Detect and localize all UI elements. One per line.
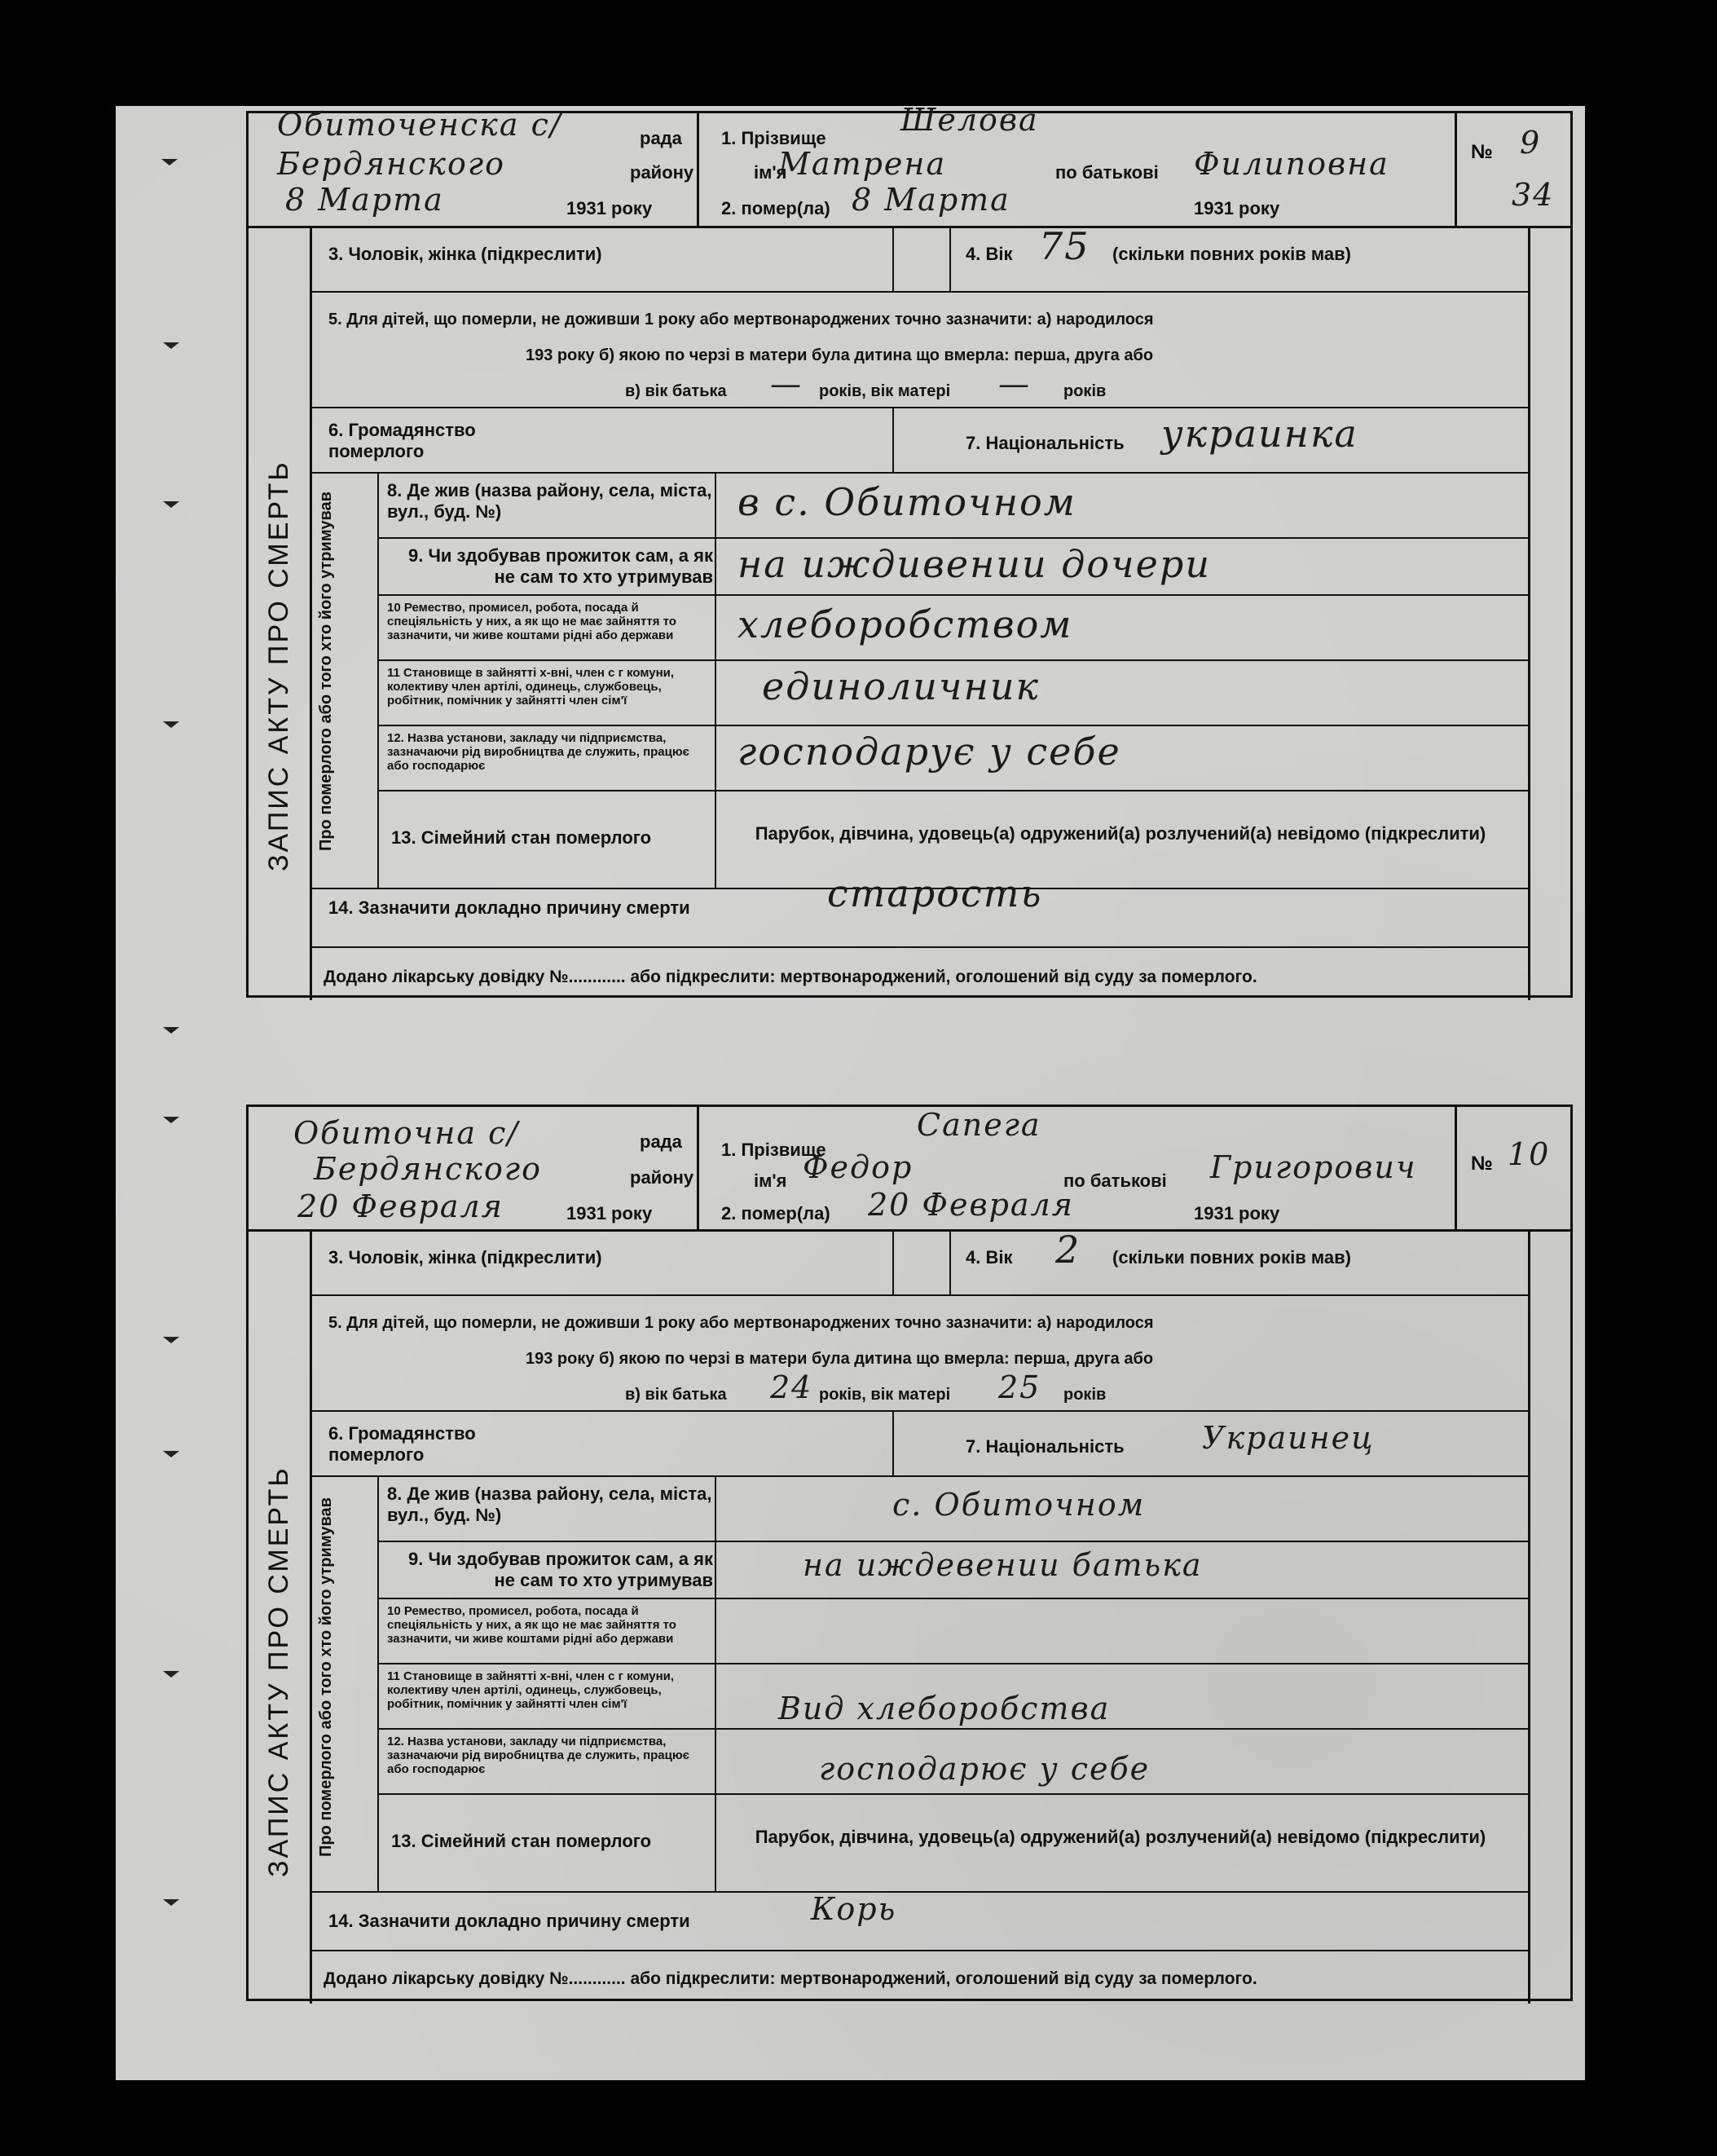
cause-value: Корь	[811, 1891, 897, 1927]
cause-label: 14. Зазначити докладно причину смерти	[328, 897, 690, 918]
died-value: 8 Марта	[852, 182, 1010, 218]
nationality-value: украинка	[1161, 412, 1358, 456]
died-year-label: 1931 року	[1194, 198, 1280, 218]
q5-line2: 193 року б) якою по черзі в матери була дитина що вмерла: перша, друга або	[526, 1350, 1154, 1368]
vertical-subtitle: Про померлого або того хто його утримував	[317, 492, 335, 851]
residence-value: с. Обиточном	[892, 1487, 1146, 1523]
workplace-value: господарює у себе	[819, 1751, 1151, 1787]
patronymic-label: по батькові	[1063, 1171, 1167, 1191]
support-label: 9. Чи здобував прожиток сам, а як не сам то хто утримував	[407, 1549, 713, 1590]
nationality-label: 7. Національність	[966, 1436, 1125, 1457]
rada-label: рада	[640, 1131, 682, 1152]
sex-label-text: 3. Чоловік, жінка (підкреслити)	[328, 1247, 602, 1268]
sex-label	[328, 1247, 602, 1268]
record-number: 9	[1520, 125, 1542, 161]
date-top-value: 20 Февраля	[297, 1188, 504, 1224]
q5-mother-label: років, вік матері	[819, 382, 951, 400]
q5-line2: 193 року б) якою по черзі в матери була дитина що вмерла: перша, друга або	[526, 346, 1154, 364]
record-header	[249, 1107, 1570, 1232]
name-label: ім'я	[754, 162, 787, 183]
occupation-label: 10 Ремество, промисел, робота, посада й спеціяльність у них, а як що не має зайняття то зазначити, чи живе коштами рідні або держави	[387, 1604, 676, 1646]
record-header	[249, 102, 1570, 228]
surname-label: 1. Прізвище	[721, 128, 826, 148]
age-value: 75	[1039, 224, 1090, 268]
family-status-label: 13. Сімейний стан померлого	[391, 1831, 652, 1851]
residence-value: в с. Обиточном	[737, 480, 1076, 524]
number-prefix: №	[1471, 141, 1493, 163]
raion-value: Бердянского	[277, 146, 505, 182]
raion-label: району	[630, 162, 694, 183]
q5-mother-label: років, вік матері	[819, 1386, 951, 1404]
vertical-title: ЗАПИС АКТУ ПРО СМЕРТЬ	[263, 1466, 294, 1877]
patronymic-label: по батькові	[1055, 162, 1159, 183]
number-prefix: №	[1471, 1153, 1493, 1175]
name-label: ім'я	[754, 1171, 787, 1191]
died-value: 20 Февраля	[868, 1187, 1074, 1223]
died-label: 2. помер(ла)	[721, 198, 830, 218]
year-label: 1931 року	[566, 1203, 653, 1223]
q5-father-label: в) вік батька	[625, 1386, 727, 1404]
nationality-label: 7. Національність	[966, 433, 1125, 453]
support-label: 9. Чи здобував прожиток сам, а як не сам то хто утримував	[407, 545, 713, 587]
surname-value: Сапега	[917, 1107, 1041, 1143]
q5-years-label: років	[1063, 1386, 1107, 1404]
nationality-value: Украинец	[1202, 1420, 1375, 1456]
patronymic-value: Григорович	[1210, 1149, 1417, 1185]
age-suffix: (скільки повних років мав)	[1112, 1247, 1351, 1268]
footer-note: Додано лікарську довідку №............ або підкреслити: мертвонароджений, оголошений від суду за померлого.	[324, 1969, 1257, 1988]
position-label: 11 Становище в зайнятті х-вні, член с г комуни, колективу член артілі, одинець, службовець, робітник, помічник у зайнятті член сім'ї	[387, 1669, 675, 1711]
support-value: на иждивении дочери	[737, 542, 1211, 586]
cause-value: старость	[827, 871, 1043, 915]
died-year-label: 1931 року	[1194, 1203, 1280, 1223]
age-suffix: (скільки повних років мав)	[1112, 244, 1351, 264]
residence-label: 8. Де жив (назва району, села, міста, вул., буд. №)	[387, 480, 712, 522]
occupation-label: 10 Ремество, промисел, робота, посада й спеціяльність у них, а як що не має зайняття то зазначити, чи живе коштами рідні або держави	[387, 601, 676, 642]
surname-label: 1. Прізвище	[721, 1140, 826, 1160]
raion-value: Бердянского	[314, 1151, 542, 1187]
sex-label: 3. Чоловік, жінка (підкреслити)	[328, 244, 602, 264]
citizenship-label: 6. Громадянство померлого	[328, 420, 476, 461]
q5-years-label: років	[1063, 382, 1107, 400]
vertical-subtitle: Про померлого або того хто його утримував	[317, 1497, 335, 1857]
age-value: 2	[1055, 1228, 1081, 1272]
name-value: Федор	[803, 1149, 914, 1185]
support-value: на иждевении батька	[803, 1547, 1203, 1583]
q5-line1: 5. Для дітей, що померли, не доживши 1 року або мертвонароджених точно зазначити: а) народилося	[328, 311, 1154, 328]
rada-label: рада	[640, 128, 682, 148]
record-number: 10	[1508, 1136, 1551, 1172]
q5-mother-age: —	[998, 366, 1031, 402]
q5-father-age: 24	[770, 1369, 813, 1405]
age-label: 4. Вік	[966, 244, 1013, 264]
workplace-label: 12. Назва установи, закладу чи підприємства, зазначаючи рід виробництва де служить, працює або господарює	[387, 1735, 689, 1776]
workplace-label: 12. Назва установи, закладу чи підприємства, зазначаючи рід виробництва де служить, працює або господарює	[387, 731, 689, 773]
family-status-options: Парубок, дівчина, удовець(а) одружений(а) розлучений(а) невідомо (підкреслити)	[755, 823, 1486, 844]
citizenship-label: 6. Громадянство померлого	[328, 1423, 476, 1465]
name-value: Матрена	[778, 146, 947, 182]
family-status-options: Парубок, дівчина, удовець(а) одружений(а) розлучений(а) невідомо (підкреслити)	[755, 1827, 1486, 1847]
family-status-label: 13. Сімейний стан померлого	[391, 827, 652, 848]
position-value: Вид хлеборобства	[778, 1691, 1111, 1726]
cause-label: 14. Зазначити докладно причину смерти	[328, 1911, 690, 1931]
workplace-value: господарує у себе	[737, 730, 1121, 774]
occupation-value: хлеборобством	[737, 602, 1073, 646]
q5-father-label: в) вік батька	[625, 382, 727, 400]
year-label: 1931 року	[566, 198, 653, 218]
q5-mother-age: 25	[998, 1369, 1041, 1405]
died-label: 2. помер(ла)	[721, 1203, 830, 1223]
patronymic-value: Филиповна	[1194, 146, 1389, 182]
death-record-2	[246, 1104, 1573, 2001]
raion-label: району	[630, 1167, 694, 1188]
surname-value: Шелова	[900, 102, 1039, 138]
q5-father-age: —	[770, 366, 803, 402]
position-value: единоличник	[762, 664, 1040, 708]
footer-note: Додано лікарську довідку №............ або підкреслити: мертвонароджений, оголошений від суду за померлого.	[324, 968, 1257, 986]
position-label: 11 Становище в зайнятті х-вні, член с г комуни, колективу член артілі, одинець, службовець, робітник, помічник у зайнятті член сім'ї	[387, 666, 675, 708]
vertical-title: ЗАПИС АКТУ ПРО СМЕРТЬ	[263, 460, 294, 871]
residence-label: 8. Де жив (назва району, села, міста, вул., буд. №)	[387, 1484, 712, 1525]
date-top-value: 8 Марта	[285, 182, 444, 218]
rada-value: Обиточна с/	[293, 1115, 520, 1151]
rada-value: Обиточенска с/	[277, 107, 562, 143]
death-record-1	[246, 102, 1573, 998]
q5-line1: 5. Для дітей, що померли, не доживши 1 року або мертвонароджених точно зазначити: а) народилося	[328, 1314, 1154, 1332]
age-label: 4. Вік	[966, 1247, 1013, 1268]
record-number-extra: 34	[1512, 177, 1555, 213]
